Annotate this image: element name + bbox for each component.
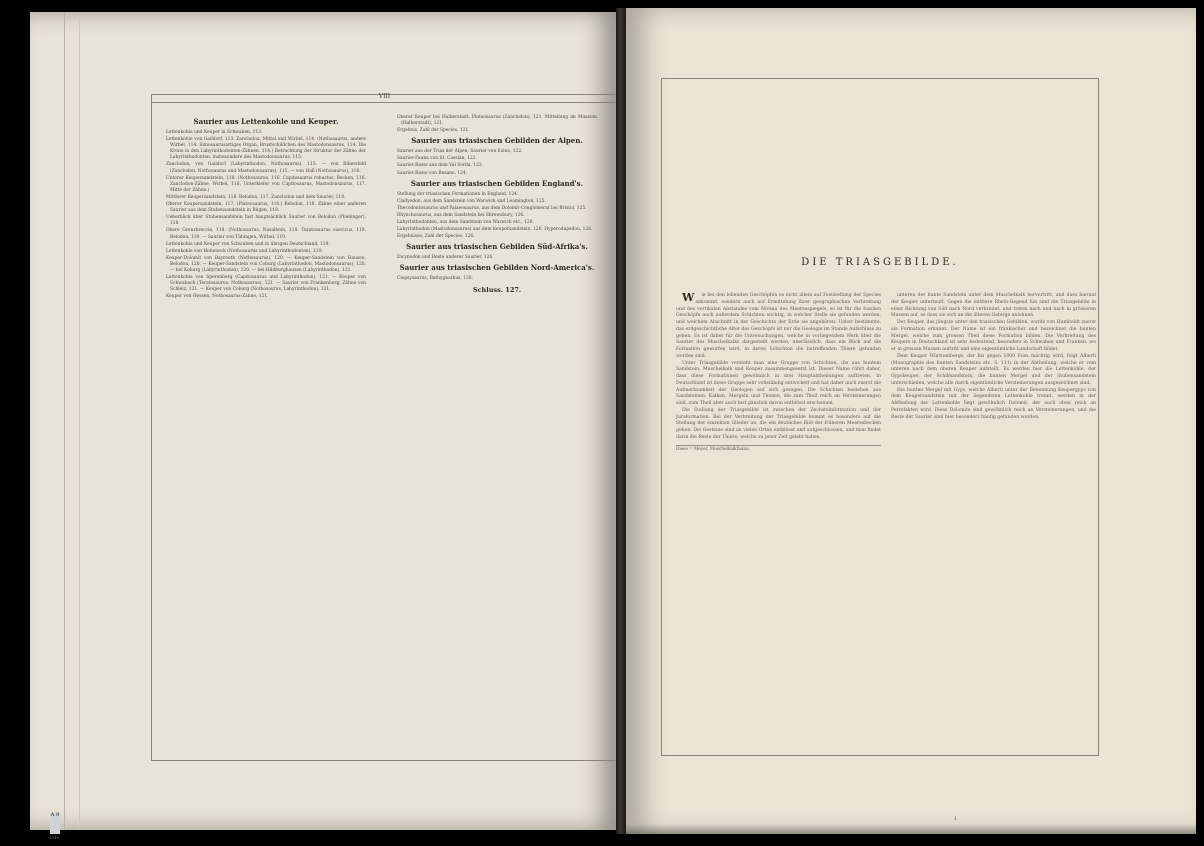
body-paragraph: Der Keuper, das jüngste unter den triasischen Gebilden, wurde von Humboldt zuerst als Formation erkannt. Der Name ist ein fränkischer und bezeichnet die bunten Mergel, welche zum grossen Theil diese Formation bilden. Die Verbreitung des Keupers in Deutschland ist sehr bedeutend, besonders in Schwaben und Franken, wo er in grossen Massen auftritt und eine eigentümliche Landschaft bildet. <box>891 320 1096 352</box>
body-paragraph: unteren der bunte Sandstein unter dem Muschelkalk hervortritt, und dass hierauf der Keuper unterteuft. Gegen die mittlere Rhein-Gegend hin sind die Triasgebilde in einer Richtung von Süd nach Nord verbreitet, und treten nach und nach in grösseren Massen auf, so dass sie sich an die älteren Gebirge anlehnen. <box>891 293 1096 319</box>
body-paragraph: Wie bei den lebenden Geschöpfen es nicht allein auf Feststellung der Species ankommt, sondern auch auf Ermittelung ihrer geographischen Verbreitung und des vertikalen Abstandes vom Niveau des Meeresspiegels, so ist für die fossilen Geschöpfe auch außerdem Schichten wichtig, in welcher Stelle sie gefunden werden, und welchem Abschnitt in der Geschichte der Erde sie angehören. Ueber bestimmte, das erdgeschichtliche Alter des Geschöpfs ist nur die Geologie im Stande Aufschluss zu geben. Es ist daher für die Untersuchungen, welche in vorliegendem Werk über die Saurier des Muschelkalks dargestellt werden, unerlässlich, dass ein Blick auf die Formation geworfen wird, in deren Schichten die betreffenden Thiere gefunden worden sind. <box>676 291 881 359</box>
body-column-2 <box>891 293 1096 421</box>
toc-entry: Keuper-Dolomit von Bayreuth (Nothosaurus), 120. — Keuper-Sandstein von Hausen, Belodon, 120. — Keuper-Sandstein von Coburg (Labyrinthodon, Mastodonsaurus), 120. — bei Koburg (Labyrinthodon), 120. — bei Hildburghausen (Labyrinthodon), 121. <box>166 255 366 273</box>
body-column-1 <box>676 293 881 452</box>
right-page <box>626 8 1196 834</box>
toc-entry: Oberer Keuper bei Halberstadt, Plateosaurus (Zanclodon), 121. Mitteilung im Museum (Halberstadt), 121. <box>397 115 597 127</box>
book-gutter <box>616 8 626 834</box>
toc-entry: Rhynchosaurus, aus dem Sandstein bei Shrewsbury, 126. <box>397 212 525 218</box>
toc-entry: Lettenkohle von Gaildorf, 113. Zanclodon, Mittel und Wirbel, 114. (Nothosaurus, andere Wirbel, 114. Simosaurusartiges Organ, Brustschildchen des Mastodonsaurus, 114. Die Krone in den Labyrinthodonten-Zähnen, 114.) Betrachtung der Struktur der Zähne der Labyrinthodonten, insbesondere des Mastodonsaurus, 115. <box>166 137 366 161</box>
page-number-left: VIII <box>378 93 391 100</box>
toc-entry: Cladyodon, aus dem Sandstein von Warwick und Leamington, 125. <box>397 198 546 204</box>
toc-entry: Stellung der triasischen Formationen in England, 124. <box>397 191 519 197</box>
toc-entry: Keuper von Hessen, Nothosaurus-Zähne, 121. <box>166 294 269 300</box>
toc-entry: Saurier-Reste von Besano, 124. <box>397 170 468 176</box>
toc-entry: Ueberblick über Stubensandstein fast hauptsächlich Saurier von Belodon (Plieninger), 118. <box>166 215 366 227</box>
toc-entry: Ergebnisse, Zahl der Species, 126. <box>397 234 475 240</box>
toc-heading: Saurier aus triasischen Gebilden der Alpen. <box>411 136 583 146</box>
toc-entry: Thecodontosaurus und Palaeosaurus, aus dem Dolomit-Conglomerat bei Bristol, 125. <box>397 205 587 211</box>
toc-heading: Saurier aus Lettenkohle und Keuper. <box>193 117 339 126</box>
left-page-frame <box>151 94 618 761</box>
page-edge-lines <box>64 12 80 830</box>
toc-entry: Lettenkohle von Hoheneck (Nothosaurus und Labyrinthodonten), 119. <box>166 248 323 254</box>
toc-entry: Zanclodon, von Gaildorf (Labyrinthodon, Nothosaurus), 115. — von Bibersfeld (Zanclodon, Nothosaurus und Mastodonsaurus), 115. — von Hall (Nothosaurus), 116. <box>166 162 366 174</box>
page-shadow <box>626 824 1196 834</box>
library-stamp-label: 1340 <box>49 835 60 840</box>
body-paragraph: Die Stellung der Triasgebilde ist zwischen der Zechsteinformation und der Juraformation. Bei der Verbreitung der Triasgebilde kommt es besonders auf die Stellung der einzelnen Glieder an, die ein deutliches Bild der früheren Meeresbecken geben. Die Gesteine sind an vielen Orten entblösst und aufgeschlossen, und man findet darin die Reste der Thiere, welche zu jener Zeit gelebt haben. <box>676 407 881 440</box>
toc-entry: Dicynodon und Reste anderer Saurier, 126. <box>397 255 494 261</box>
toc-entry: Mittlerer Keupersandstein, 118. Belodon, 117. Zanclodon und dem Saurier, 118. <box>166 194 346 200</box>
left-page <box>30 12 616 840</box>
footnote: Diese = Meyer, Muschelkalkfauna. <box>676 445 881 452</box>
toc-entry: Labyrinthodonten, aus dem Sandstein von Warwick etc., 126. <box>397 220 534 226</box>
toc-heading: Saurier aus triasischen Gebilden England's. <box>410 178 584 188</box>
body-paragraph: Dem Keuper Württembergs, der bis gegen 1000 Fuss mächtig wird, folgt Alberti (Monographie des bunten Sandsteins etc. S. 111) in der Abtheilung, welche er vom unteren nach dem oberen Keuper aufstellt. Es werden hier die Lettenkohle, der Gypskeuper, der Schilfsandstein, die bunten Mergel und der Stubensandstein unterschieden, welche alle durch eigentümliche Versteinerungen ausgezeichnet sind. <box>891 353 1096 386</box>
body-paragraph: Unter Triasgebilde versteht man eine Gruppe von Schichten, die aus buntem Sandstein, Muschelkalk und Keuper zusammengesetzt ist. Dieser Name rührt daher, dass diese Formationen gewöhnlich in drei Hauptabtheilungen auftreten. In Deutschland ist diese Gruppe sehr vollständig entwickelt und hat daher auch zuerst die Aufmerksamkeit der Geologen auf sich gezogen. Die Schichten bestehen aus Sandsteinen, Kalken, Mergeln und Thonen, die zum Theil reich an Versteinerungen sind, zum Theil aber auch fast gänzlich davon entblösst erscheinen. <box>676 360 881 406</box>
toc-entry: Unterer Keupersandstein, 116. (Nothosaurus, 116. Capitosaurus robustus, Becken, 116. Zanclodon-Zähne, Wirbel, 116. Unterkiefer von Capitosaurus, Mastodonsaurus, 117. Mitte der Zähne.) <box>166 175 366 193</box>
toc-entry: Lettenkohle von Sperenberg (Capitosaurus und Labyrinthodon), 121. — Keuper von Schwabach (Teratosaurus, Nothosaurus), 121. — Saurier von Frankenberg, Zähne von Schleiz, 121. — Keuper von Coburg (Nothosaurus, Labyrinthodon), 121. <box>166 275 366 293</box>
toc-heading: Saurier aus triasischen Gebilden Süd-Afrika's. <box>406 242 588 252</box>
toc-entry: Saurier-Reste aus dem Val Sorda, 123. <box>397 163 484 169</box>
toc-entry: Lettenkohle und Keuper in Schwaben, 113. <box>166 130 263 135</box>
toc-entry: Ergebnis, Zahl der Species, 121. <box>397 128 470 134</box>
toc-entry: Clepsysaurus, Bathygnathus, 126. <box>397 276 473 282</box>
toc-entry: Saurier-Fauna von St. Cassian, 122. <box>397 156 477 162</box>
toc-end-note: Schluss. 127. <box>472 285 522 294</box>
toc-entry: Labyrinthodon (Mastodonsaurus) aus dem Keupersandstein, 126. Hyperodapedon, 126. <box>397 227 593 233</box>
section-title: DIE TRIASGEBILDE. <box>801 257 959 268</box>
toc-heading: Saurier aus triasischen Gebilden Nord-America's. <box>399 263 595 273</box>
toc-column-2 <box>397 115 597 293</box>
library-stamp: A 9 <box>50 812 60 834</box>
toc-column-1 <box>166 115 366 301</box>
toc-entry: Saurier aus der Trias der Alpen, Saurier von Esino, 122. <box>397 149 523 155</box>
toc-entry: Obere Grenzbreccie, 118. (Nothosaurus, Nasalbein, 118. Teratosaurus suevicus, 119. Belodon, 119. — Saurier von Tübingen, Wirbel, 119. <box>166 228 366 240</box>
page-number-right: 1 <box>954 816 958 822</box>
toc-entry: Oberer Keupersandstein, 117. (Plateosaurus, 118.) Belodon, 118. Zähne einer anderen Saurier aus dem Stubensandstein in Rügen, 118. <box>166 202 366 214</box>
body-paragraph: Die bunten Mergel mit Gyps, welche Alberti unter der Benennung Keupergyps von dem Keupersandstein mit der liegendsten Lettenkohle trennt, werden in der Abtheilung der Lettenkohle liegt gewöhnlich Dolomit, der auch oben reich an Petrefakten wird. Diese Dolomite sind gewöhnlich reich an Versteinerungen, und die Reste der Saurier sind hier besonders häufig gefunden worden. <box>891 387 1096 420</box>
right-page-frame <box>661 78 1099 822</box>
toc-entry: Lettenkohle und Keuper von Schwaben und in übrigen Deutschland, 119. <box>166 241 330 247</box>
